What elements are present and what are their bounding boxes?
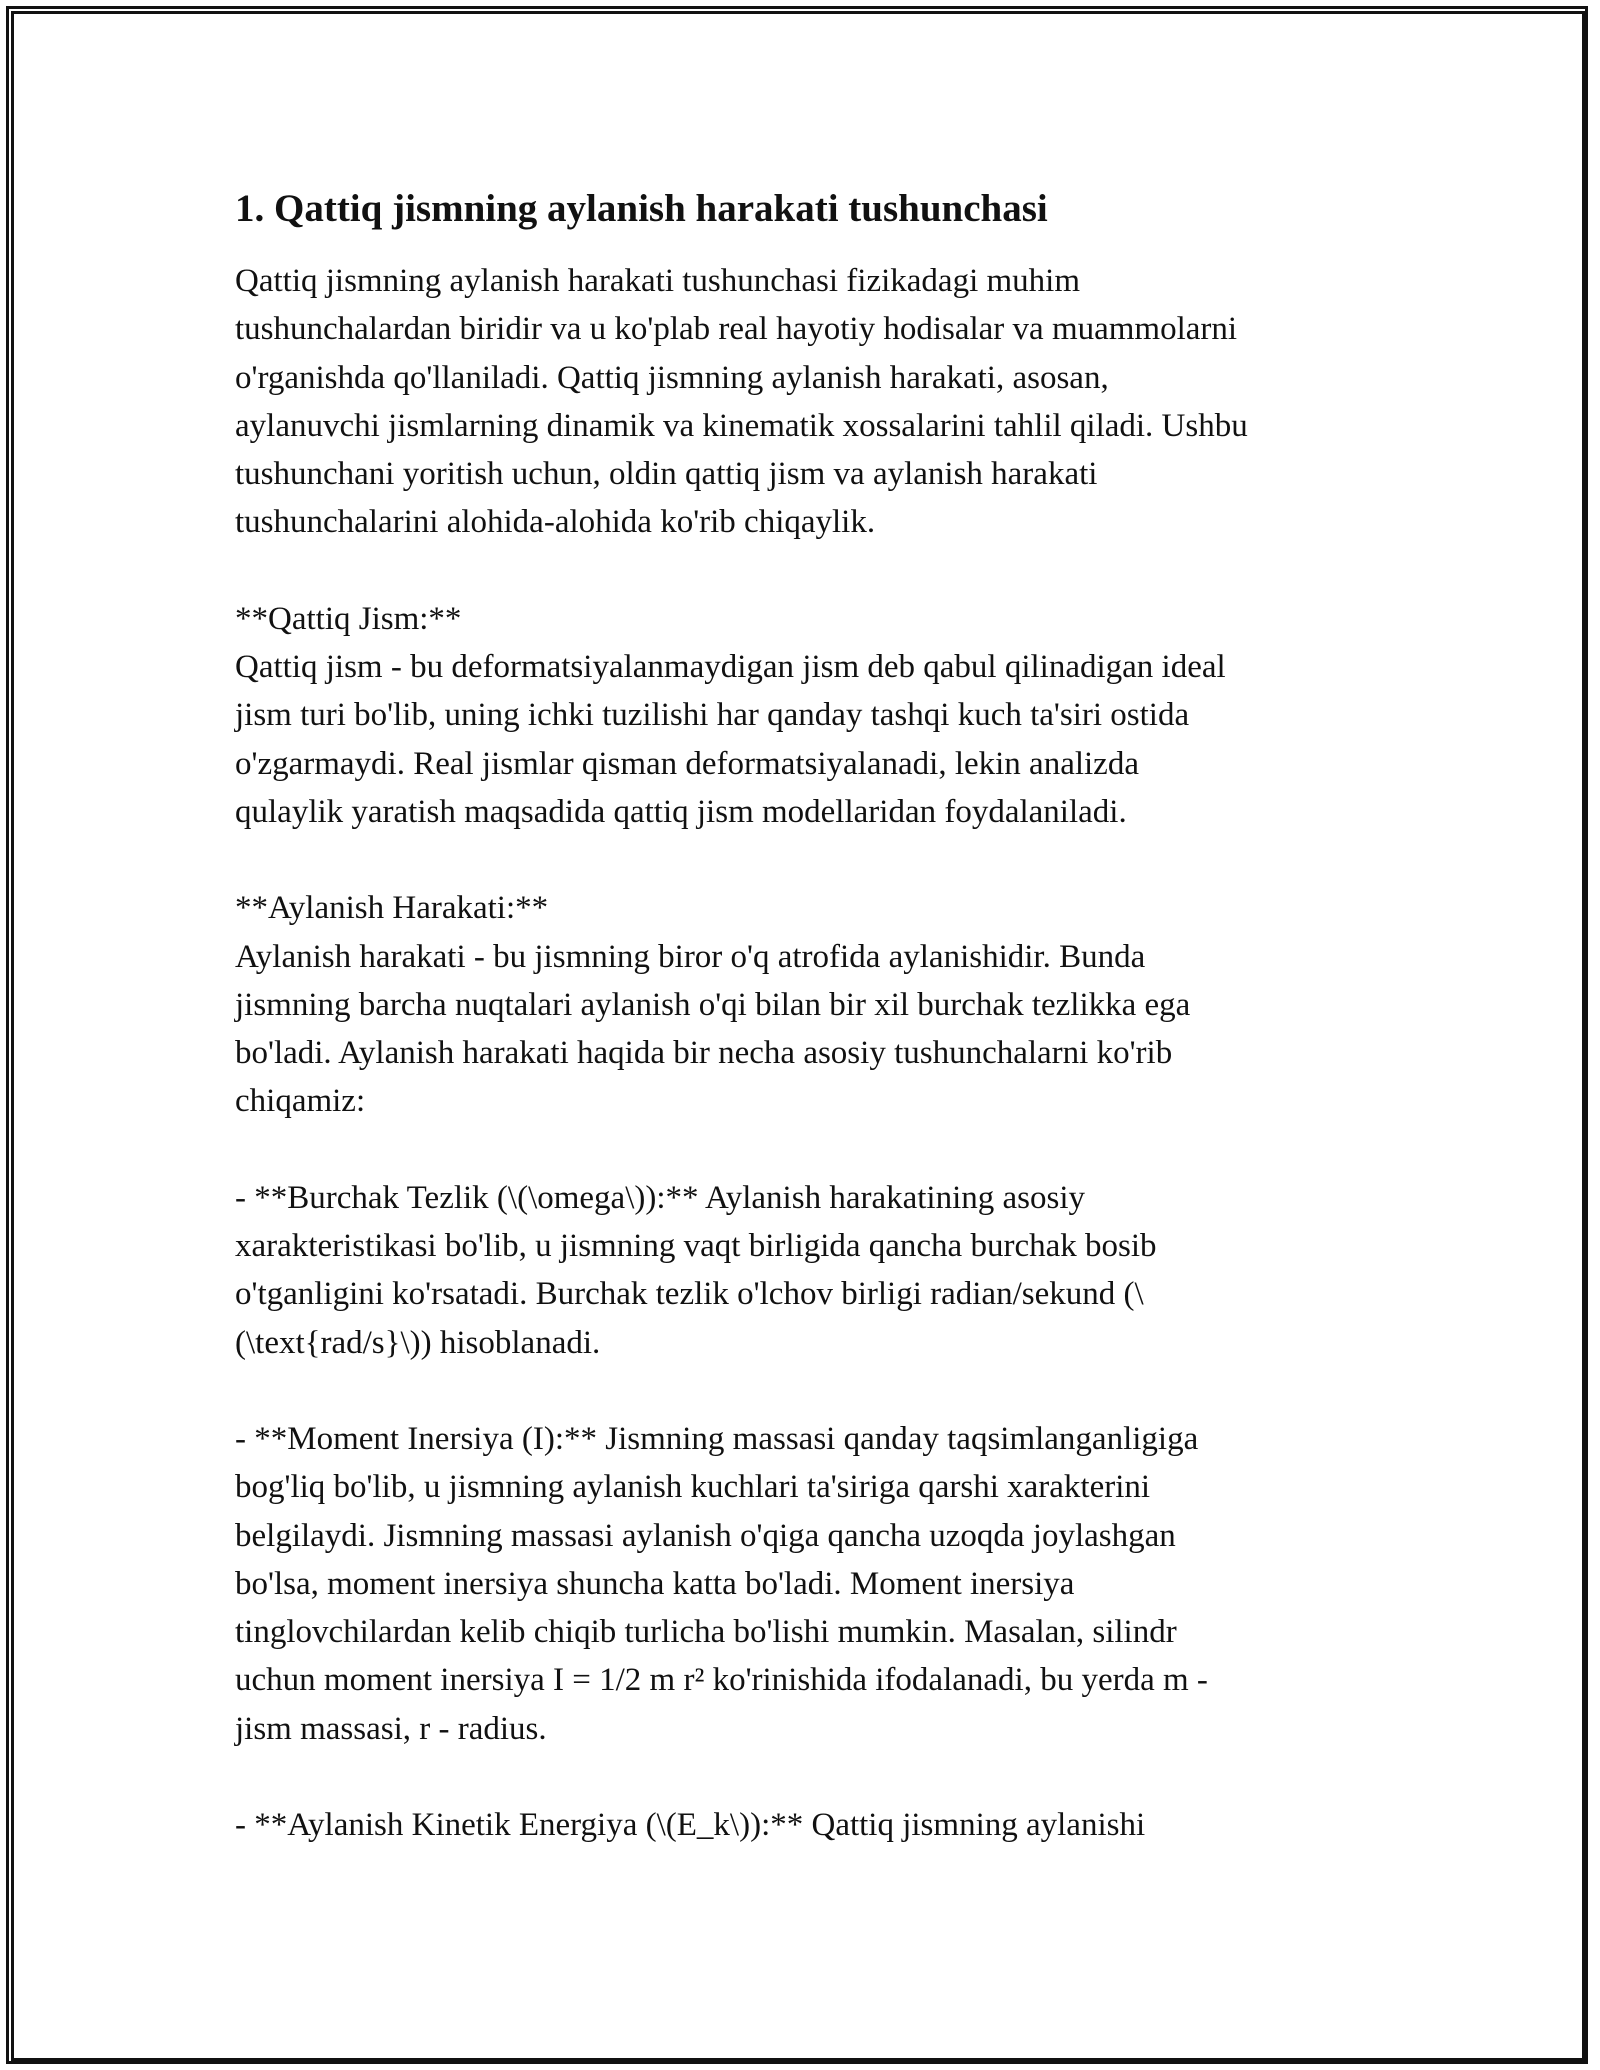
document-paragraphs [235, 257, 1385, 1849]
text-line: chiqamiz: [235, 1083, 366, 1120]
text-line: jism massasi, r - radius. [235, 1710, 547, 1747]
text-line: xarakteristikasi bo'lib, u jismning vaqt birligida qancha burchak bosib [235, 1228, 1157, 1265]
text-line: (\text{rad/s}\)) hisoblanadi. [235, 1324, 601, 1361]
text-line: tushunchani yoritish uchun, oldin qattiq jism va aylanish harakati [235, 456, 1098, 493]
text-line: bo'ladi. Aylanish harakati haqida bir necha asosiy tushunchalarni ko'rib [235, 1035, 1173, 1072]
text-line: tushunchalardan biridir va u ko'plab real hayotiy hodisalar va muammolarni [235, 311, 1238, 348]
paragraph [235, 257, 1385, 547]
paragraph [235, 1415, 1385, 1753]
paragraph [235, 595, 1385, 836]
text-line: bo'lsa, moment inersiya shuncha katta bo'ladi. Moment inersiya [235, 1565, 1075, 1602]
text-line: tushunchalarini alohida-alohida ko'rib chiqaylik. [235, 504, 876, 541]
text-line: **Qattiq Jism:** [235, 600, 462, 637]
text-line: Aylanish harakati - bu jismning biror o'q atrofida aylanishidir. Bunda [235, 938, 1146, 975]
text-line: o'rganishda qo'llaniladi. Qattiq jismning aylanish harakati, asosan, [235, 359, 1109, 396]
text-line: qulaylik yaratish maqsadida qattiq jism modellaridan foydalaniladi. [235, 793, 1127, 830]
text-line: Qattiq jismning aylanish harakati tushunchasi fizikadagi muhim [235, 263, 1080, 299]
paragraph [235, 884, 1385, 1125]
text-line: Qattiq jism - bu deformatsiyalanmaydigan jism deb qabul qilinadigan ideal [235, 649, 1226, 686]
text-line: tinglovchilardan kelib chiqib turlicha bo'lishi mumkin. Masalan, silindr [235, 1614, 1177, 1651]
text-line: uchun moment inersiya I = 1/2 m r² ko'rinishida ifodalanadi, bu yerda m - [235, 1662, 1208, 1699]
text-line: aylanuvchi jismlarning dinamik va kinematik xossalarini tahlil qiladi. Ushbu [235, 407, 1248, 444]
paragraph [235, 1801, 1385, 1849]
text-line: belgilaydi. Jismning massasi aylanish o'qiga qancha uzoqda joylashgan [235, 1517, 1176, 1554]
text-line: **Aylanish Harakati:** [235, 890, 549, 927]
document-body [235, 185, 1385, 1897]
document-title: 1. Qattiq jismning aylanish harakati tushunchasi [235, 187, 1048, 230]
paragraph [235, 1174, 1385, 1367]
text-line: o'tganligini ko'rsatadi. Burchak tezlik o'lchov birligi radian/sekund (\ [235, 1276, 1144, 1313]
text-line: o'zgarmaydi. Real jismlar qisman deformatsiyalanadi, lekin analizda [235, 745, 1139, 782]
text-line: bog'liq bo'lib, u jismning aylanish kuchlari ta'siriga qarshi xarakterini [235, 1469, 1151, 1506]
text-line: - **Aylanish Kinetik Energiya (\(E_k\)):** Qattiq jismning aylanishi [235, 1807, 1146, 1844]
text-line: jism turi bo'lib, uning ichki tuzilishi har qanday tashqi kuch ta'siri ostida [235, 697, 1190, 734]
text-line: - **Burchak Tezlik (\(\omega\)):** Aylanish harakatining asosiy [235, 1179, 1086, 1216]
text-line: jismning barcha nuqtalari aylanish o'qi bilan bir xil burchak tezlikka ega [235, 986, 1191, 1023]
text-line: - **Moment Inersiya (I):** Jismning massasi qanday taqsimlanganligiga [235, 1420, 1199, 1457]
